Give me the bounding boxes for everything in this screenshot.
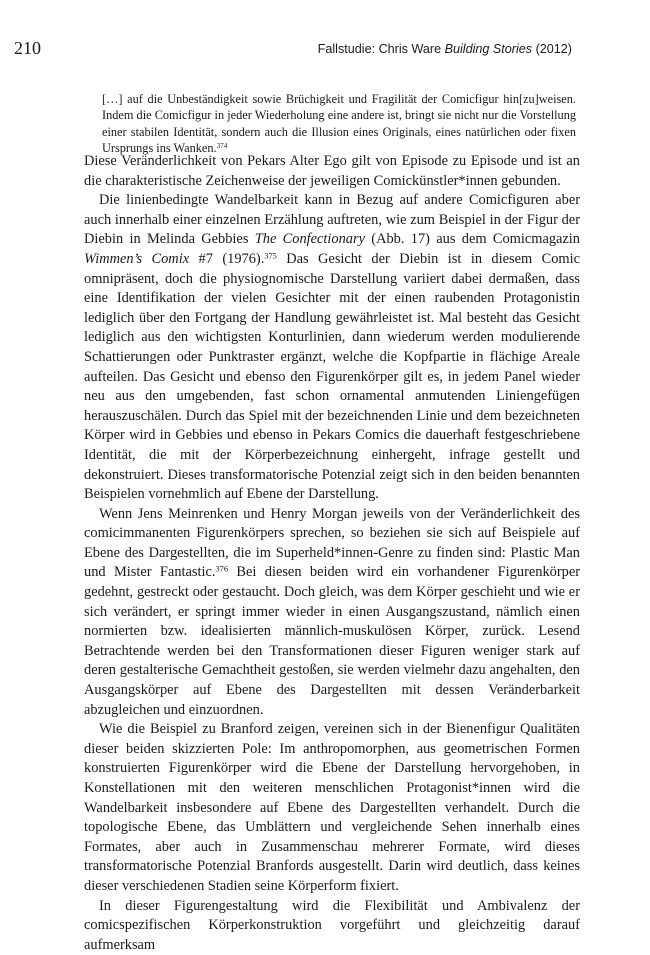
paragraph-5: In dieser Figurengestaltung wird die Flexibilität und Ambivalenz der comicspezifischen Körperkonstruktion vorgeführt und gleichzeitig darauf aufmerksam (84, 897, 580, 953)
footnote-ref-376: 376 (215, 564, 228, 574)
work-title-wimmens-comix: Wimmen’s Comix (84, 250, 190, 267)
running-head-title: Building Stories (444, 42, 533, 56)
running-head-prefix: Fallstudie: Chris Ware (317, 42, 445, 56)
quote-text: […] auf die Unbeständigkeit sowie Brüchigkeit und Fragilität der Comicfigur hin[zu]weisen. Indem die Comicfigur in jeder Wiederholung eine andere ist, bringt sie nicht nur die Vorstellung einer stabilen Identität, sondern auch die Illusion eines Originals, eines natürlichen oder fixen Ursprungs ins Wanken. (102, 92, 576, 156)
block-quote (102, 91, 576, 157)
page-number: 210 (14, 38, 41, 58)
paragraph-2-text-b: (Abb. 17) aus dem Comicmagazin (364, 231, 580, 248)
footnote-ref-374: 374 (216, 142, 228, 151)
work-title-confectionary: The Confectionary (254, 231, 365, 248)
paragraph-2 (84, 191, 580, 505)
running-head-suffix: (2012) (532, 42, 572, 56)
paragraph-3 (84, 505, 580, 721)
paragraph-2-text-d: Das Gesicht der Diebin ist in diesem Comic omnipräsent, doch die physiognomische Darstellung variiert dabei dermaßen, dass eine Identifikation der vielen Gesichter mit der einen raubenden Protagonistin lediglich über den Fortgang der Handlung gewährleistet ist. Mal besteht das Gesicht lediglich aus den wichtigsten Konturlinien, dann wiederum werden modulierende Schattierungen oder Punktraster ergänzt, welche die Kopfpartie in flächige Areale aufteilen. Das Gesicht und ebenso den Figurenkörper gilt es, in jedem Panel wieder neu aus den umgebenden, fast schon ornamental anmutenden Liniengefügen herauszuschälen. Durch das Spiel mit der bezeichnenden Linie und dem bezeichneten Körper wird in Gebbies und ebenso in Pekars Comics die dauerhaft festgeschriebene Identität, die mit der Körperbezeichnung einhergeht, infrage gestellt und dekonstruiert. Dieses transformatorische Potenzial zeigt sich in den beiden benannten Beispielen vornehmlich auf Ebene der Darstellung. (84, 250, 580, 503)
paragraph-4: Wie die Beispiel zu Branford zeigen, vereinen sich in der Bienenfigur Qualitäten dieser beiden skizzierten Pole: Im anthropomorphen, aus geometrischen Formen konstruierten Figurenkörper wird die Ebene der Darstellung hervorgehoben, in Konstellationen mit den weiteren menschlichen Protagonist*innen wird die Wandelbarkeit insbesondere auf Ebene des Dargestellten verhandelt. Durch die topologische Ebene, das Umblättern und vergleichende Sehen innerhalb eines Formates, aber auch in Zusammenschau mehrerer Formate, wird dieses transformatorische Potenzial Branfords ausgestellt. Darin wird deutlich, dass keines dieser verschiedenen Stadien seine Körperform fixiert. (84, 721, 580, 894)
paragraph-2-text-c: #7 (1976). (189, 250, 265, 267)
footnote-ref-375: 375 (264, 251, 277, 261)
paragraph-3-text-a: Wenn Jens Meinrenken und Henry Morgan jeweils von der Veränderlichkeit des comicimmanenten Figurenkörpers sprechen, so beziehen sie sich auf Beispiele auf Ebene des Dargestellten, die im Superheld*innen-Genre zu finden sind: Plastic Man und Mister Fantastic. (84, 505, 580, 581)
paragraph-1: Diese Veränderlichkeit von Pekars Alter Ego gilt von Episode zu Episode und ist an die charakteristische Zeichenweise der jeweiligen Comickünstler*innen gebunden. (84, 153, 580, 189)
paragraph-3-text-b: Bei diesen beiden wird ein vorhandener Figurenkörper gedehnt, gestreckt oder gestaucht. Doch gleich, was dem Körper geschieht und wie er sich verändert, er springt immer wieder in einen Ausgangszustand, nämlich einen normierten bzw. idealisierten männlich-muskulösen Körper, zurück. Lesend Betrachtende werden bei den Transformationen dieser Figuren weniger stark auf deren gestalterische Gemachtheit gestoßen, sie werden vielmehr dazu angehalten, den Ausgangskörper auf Ebene des Dargestellten mit dessen Veränderbarkeit abzugleichen und einzuordnen. (84, 564, 580, 718)
paragraph-2-text-a: Die linienbedingte Wandelbarkeit kann in Bezug auf andere Comicfiguren aber auch innerhalb einer einzelnen Erzählung auftreten, wie zum Beispiel in der Figur der Diebin in Melinda Gebbies (84, 192, 580, 248)
running-head (318, 42, 572, 56)
body-text (84, 152, 580, 955)
